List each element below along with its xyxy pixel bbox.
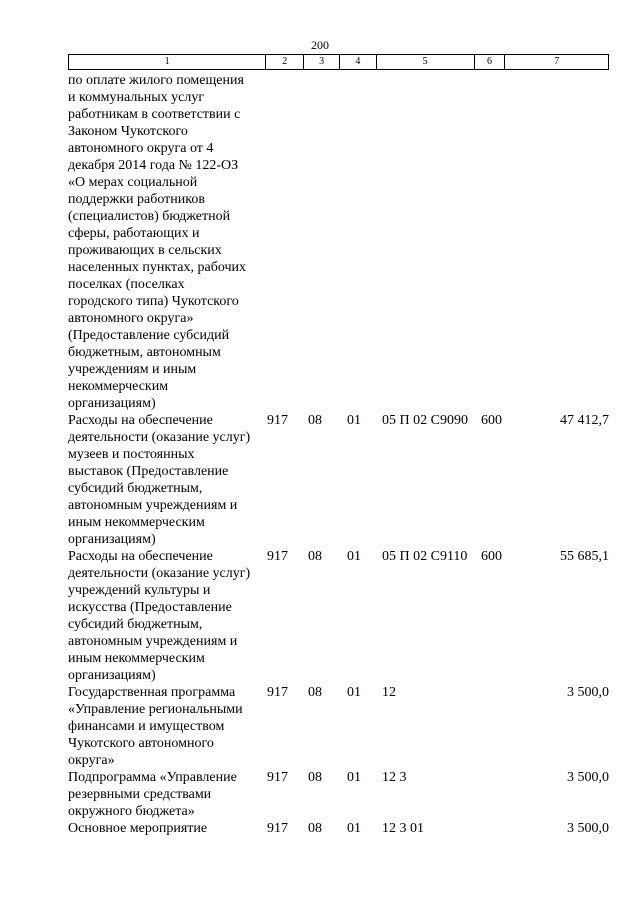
table-header [68, 54, 609, 70]
description-line: организациям) [68, 668, 156, 683]
description-line: учреждениям и иным [68, 362, 197, 377]
description-line: (специалистов) бюджетной [68, 209, 231, 224]
budget-table-body [68, 72, 609, 837]
table-row [68, 412, 609, 548]
expense-type-code: 600 [481, 413, 502, 428]
description-line: деятельности (оказание услуг) [68, 430, 251, 445]
subsection-code: 01 [347, 685, 361, 700]
column-header-5: 5 [377, 55, 475, 69]
target-article-code: 12 3 01 [382, 821, 424, 836]
description-line: сферы, работающих и [68, 226, 200, 241]
description-line: Чукотского автономного [68, 736, 214, 751]
table-row [68, 72, 609, 412]
column-header-2: 2 [266, 55, 304, 69]
section-code: 08 [308, 413, 322, 428]
description-line: декабря 2014 года № 122-ОЗ [68, 158, 239, 173]
description-line: учреждений культуры и [68, 583, 211, 598]
column-header-4: 4 [340, 55, 377, 69]
row-description [68, 820, 266, 837]
column-header-3: 3 [304, 55, 340, 69]
subsection-code: 01 [347, 413, 361, 428]
amount-value: 55 685,1 [560, 549, 609, 564]
section-code: 08 [308, 685, 322, 700]
column-header-7: 7 [554, 56, 560, 67]
description-line: иным некоммерческим [68, 651, 205, 666]
subsection-code: 01 [347, 549, 361, 564]
amount-value: 3 500,0 [567, 821, 609, 836]
description-line: организациям) [68, 396, 156, 411]
section-code: 08 [308, 770, 322, 785]
description-line: финансами и имуществом [68, 719, 225, 734]
description-line: Расходы на обеспечение [68, 413, 213, 428]
column-header-1: 1 [69, 55, 266, 69]
row-description [68, 684, 266, 769]
description-line: музеев и постоянных [68, 447, 195, 462]
description-line: «Управление региональными [68, 702, 243, 717]
description-line: Законом Чукотского [68, 124, 188, 139]
description-line: субсидий бюджетным, [68, 617, 203, 632]
subsection-code: 01 [347, 770, 361, 785]
description-line: городского типа) Чукотского [68, 294, 239, 309]
description-line: населенных пунктах, рабочих [68, 260, 247, 275]
row-description [68, 548, 266, 684]
target-article-code: 12 [382, 685, 396, 700]
ministry-code: 917 [267, 685, 288, 700]
description-line: автономным учреждениям и [68, 634, 238, 649]
description-line: некоммерческим [68, 379, 169, 394]
ministry-code: 917 [267, 413, 288, 428]
row-description [68, 769, 266, 820]
ministry-code: 917 [267, 821, 288, 836]
description-line: автономного округа» [68, 311, 194, 326]
amount-value: 47 412,7 [560, 413, 609, 428]
target-article-code: 05 П 02 С9090 [382, 413, 468, 428]
table-row [68, 769, 609, 820]
description-line: автономным учреждениям и [68, 498, 238, 513]
description-line: по оплате жилого помещения [68, 73, 244, 88]
description-line: организациям) [68, 532, 156, 547]
description-line: искусства (Предоставление [68, 600, 232, 615]
description-line: Подпрограмма «Управление [68, 770, 237, 785]
description-line: автономного округа от 4 [68, 141, 214, 156]
table-row [68, 684, 609, 769]
row-description [68, 412, 266, 548]
description-line: поселках (поселках [68, 277, 185, 292]
description-line: округа» [68, 753, 115, 768]
table-row [68, 820, 609, 837]
target-article-code: 12 3 [382, 770, 407, 785]
table-row [68, 548, 609, 684]
amount-value: 3 500,0 [567, 685, 609, 700]
section-code: 08 [308, 821, 322, 836]
description-line: поддержки работников [68, 192, 205, 207]
description-line: субсидий бюджетным, [68, 481, 203, 496]
description-line: бюджетным, автономным [68, 345, 221, 360]
description-line: Государственная программа [68, 685, 236, 700]
description-line: выставок (Предоставление [68, 464, 229, 479]
description-line: деятельности (оказание услуг) [68, 566, 251, 581]
description-line: «О мерах социальной [68, 175, 198, 190]
description-line: Основное мероприятие [68, 821, 208, 836]
description-line: и коммунальных услуг [68, 90, 205, 105]
description-line: Расходы на обеспечение [68, 549, 213, 564]
description-line: иным некоммерческим [68, 515, 205, 530]
column-header-6: 6 [475, 55, 506, 69]
description-line: (Предоставление субсидий [68, 328, 230, 343]
section-code: 08 [308, 549, 322, 564]
ministry-code: 917 [267, 549, 288, 564]
description-line: резервными средствами [68, 787, 212, 802]
expense-type-code: 600 [481, 549, 502, 564]
ministry-code: 917 [267, 770, 288, 785]
description-line: работникам в соответствии с [68, 107, 241, 122]
description-line: окружного бюджета» [68, 804, 195, 819]
target-article-code: 05 П 02 С9110 [382, 549, 468, 564]
description-line: проживающих в сельских [68, 243, 222, 258]
row-description [68, 72, 266, 412]
page-number: 200 [311, 38, 329, 52]
amount-value: 3 500,0 [567, 770, 609, 785]
subsection-code: 01 [347, 821, 361, 836]
